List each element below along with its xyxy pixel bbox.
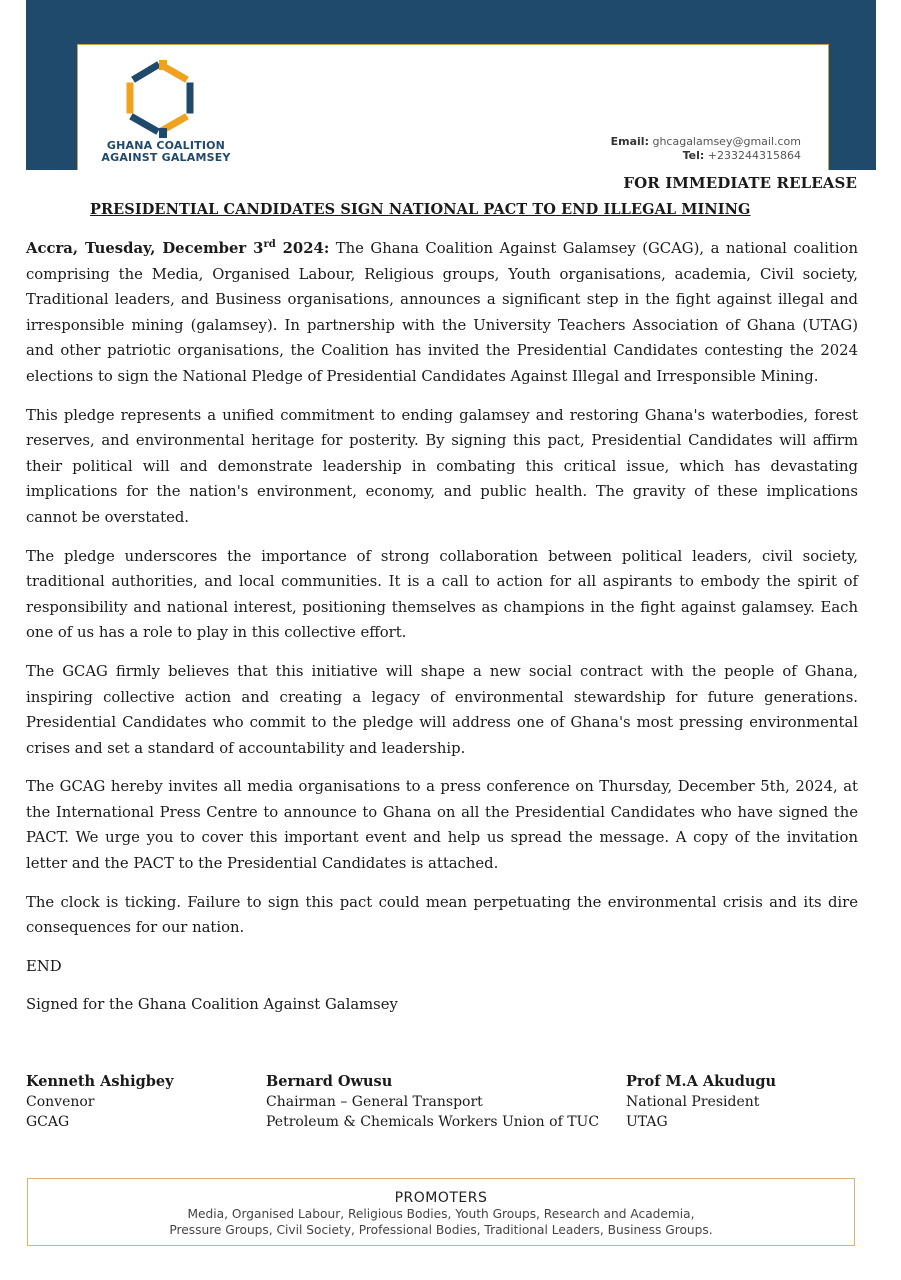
dateline-sup: rd [263, 239, 276, 251]
org-name-line1: GHANA COALITION [106, 139, 226, 152]
promoters-line-1: Media, Organised Labour, Religious Bodies, Youth Groups, Research and Academia, [187, 1207, 695, 1221]
signatory-name: Prof M.A Akudugu [626, 1073, 777, 1090]
paragraph-3: The pledge underscores the importance of strong collaboration between political leaders, civil society, traditional authorities, and local communities. It is a call to action for all aspirants to embody the spirit of responsibility and national interest, positioning themselves as champions in the fight against galamsey. Each one of us has a role to play in this collective effort. [26, 547, 858, 642]
paragraph-2: This pledge represents a unified commitment to ending galamsey and restoring Ghana's waterbodies, forest reserves, and environmental heritage for posterity. By signing this pact, Presidential Candidates will affirm their political will and demonstrate leadership in combating this critical issue, which has devastating implications for the nation's environment, economy, and public health. The gravity of these implications cannot be overstated. [26, 406, 858, 526]
contact-info [611, 135, 801, 163]
tel-label: Tel: [682, 149, 705, 162]
email-line [611, 135, 801, 149]
coalition-logo-icon [120, 60, 206, 140]
organization-name [96, 140, 236, 164]
signatory-title: Chairman – General Transport [266, 1094, 483, 1110]
release-label: FOR IMMEDIATE RELEASE [623, 174, 857, 192]
end-marker: END [26, 957, 62, 975]
signatory-org: GCAG [26, 1114, 70, 1130]
tel-value: +233244315864 [707, 149, 801, 162]
dateline [26, 240, 329, 257]
paragraph-5: The GCAG hereby invites all media organisations to a press conference on Thursday, December 5th, 2024, at the International Press Centre to announce to Ghana on all the Presidential Candidates who have signed the PACT. We urge you to cover this important event and help us spread the message. A copy of the invitation letter and the PACT to the Presidential Candidates is attached. [26, 778, 858, 873]
signatory-1 [26, 1072, 174, 1132]
org-name-line2: AGAINST GALAMSEY [101, 151, 231, 164]
paragraph-6: The clock is ticking. Failure to sign this pact could mean perpetuating the environmental crisis and its dire consequences for our nation. [26, 893, 858, 937]
signatory-title: Convenor [26, 1094, 95, 1110]
signatory-3 [626, 1072, 776, 1132]
promoters-line-2: Pressure Groups, Civil Society, Professional Bodies, Traditional Leaders, Business Groups. [169, 1223, 713, 1237]
email-value[interactable]: ghcagalamsey@gmail.com [652, 135, 801, 148]
paragraph-4: The GCAG firmly believes that this initiative will shape a new social contract with the people of Ghana, inspiring collective action and creating a legacy of environmental stewardship for future generations. Presidential Candidates who commit to the pledge will address one of Ghana's most pressing environmental crises and set a standard of accountability and leadership. [26, 662, 858, 757]
signatory-org: Petroleum & Chemicals Workers Union of TUC [266, 1114, 600, 1130]
signatory-title: National President [626, 1094, 760, 1110]
press-release-body [26, 236, 858, 1031]
dateline-suffix: 2024: [275, 240, 330, 257]
signatory-name: Bernard Owusu [266, 1073, 393, 1090]
promoters-box [27, 1178, 855, 1246]
email-label: Email: [610, 135, 649, 148]
promoters-title: PROMOTERS [394, 1190, 488, 1206]
tel-line [611, 149, 801, 163]
signatory-2 [266, 1072, 599, 1132]
signatory-org: UTAG [626, 1114, 668, 1130]
paragraph-1-text: The Ghana Coalition Against Galamsey (GCAG), a national coalition comprising the Media, Organised Labour, Religious groups, Youth organisations, academia, Civil society, Traditional leaders, and Business organisations, announces a significant step in the fight against illegal and irresponsible mining (galamsey). In partnership with the University Teachers Association of Ghana (UTAG) and other patriotic organisations, the Coalition has invited the Presidential Candidates contesting the 2024 elections to sign the National Pledge of Presidential Candidates Against Illegal and Irresponsible Mining. [26, 240, 858, 385]
signatory-name: Kenneth Ashigbey [26, 1073, 174, 1090]
paragraph-1 [26, 236, 858, 390]
press-release-headline: PRESIDENTIAL CANDIDATES SIGN NATIONAL PACT TO END ILLEGAL MINING [90, 201, 751, 218]
dateline-prefix: Accra, Tuesday, December 3 [26, 240, 264, 257]
signed-for-line: Signed for the Ghana Coalition Against Galamsey [26, 996, 398, 1014]
